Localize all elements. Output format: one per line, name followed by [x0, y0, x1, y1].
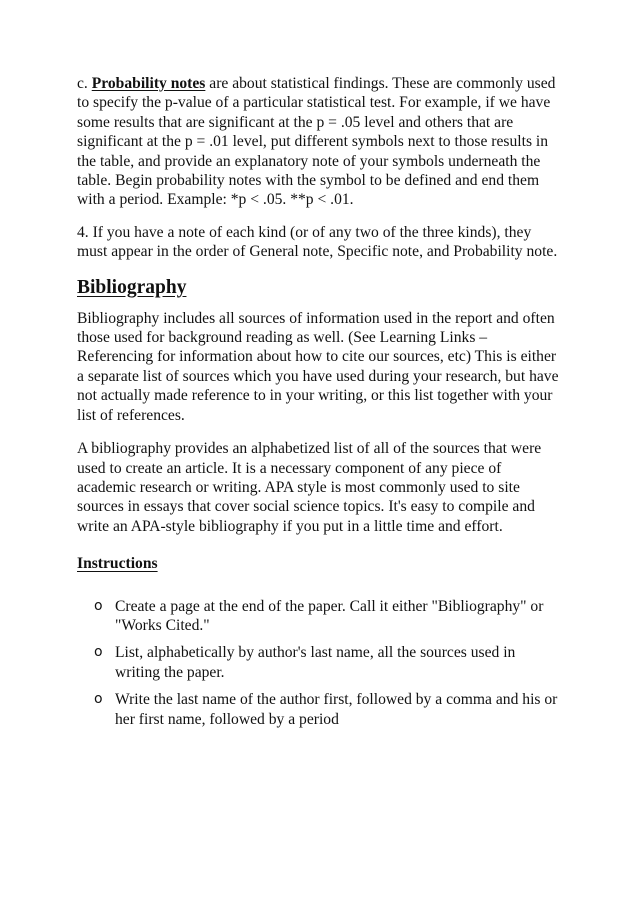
list-item-text: List, alphabetically by author's last name, all the sources used in writing the paper.	[115, 644, 516, 681]
list-item-text: Create a page at the end of the paper. Call it either "Bibliography" or "Works Cited."	[115, 597, 544, 634]
list-item	[77, 643, 563, 682]
bullet-icon: o	[94, 597, 103, 614]
bibliography-paragraph-1: Bibliography includes all sources of information used in the report and often those used for background reading as well. (See Learning Links – Referencing for information about how to cite our sources, etc) This is either a separate list of sources which you have used during your research, but have not actually made reference to in your writing, or this list together with your list of references.	[77, 309, 559, 424]
bullet-icon: o	[94, 691, 103, 708]
probability-notes-term: Probability notes	[91, 75, 206, 92]
bibliography-heading: Bibliography	[77, 276, 187, 298]
list-item	[77, 690, 563, 729]
bibliography-paragraph-2: A bibliography provides an alphabetized list of all of the sources that were used to create an article. It is a necessary component of any piece of academic research or writing. APA style is most commonly used to site sources in essays that cover social science topics. It's easy to compile and write an APA-style bibliography if you put in a little time and effort.	[77, 440, 542, 535]
bullet-icon: o	[94, 644, 103, 661]
notes-order-paragraph: 4. If you have a note of each kind (or of any two of the three kinds), they must appear in the order of General note, Specific note, and Probability note.	[77, 223, 558, 261]
list-item	[77, 597, 563, 636]
list-item-text: Write the last name of the author first, followed by a comma and his or her first name, followed by a period	[115, 691, 558, 728]
document-page	[77, 74, 563, 737]
probability-notes-paragraph	[77, 74, 563, 210]
probability-notes-body: are about statistical findings. These are commonly used to specify the p-value of a particular statistical test. For example, if we have some results that are significant at the p = .05 level and others that are significant at the p = .01 level, put different symbols next to those results in the table, and provide an explanatory note of your symbols underneath the table. Begin probability notes with the symbol to be defined and end them with a period. Example: *p < .05. **p < .01.	[77, 75, 556, 209]
instructions-list	[77, 597, 563, 729]
instructions-heading: Instructions	[77, 555, 158, 573]
list-marker-c: c.	[77, 75, 92, 92]
